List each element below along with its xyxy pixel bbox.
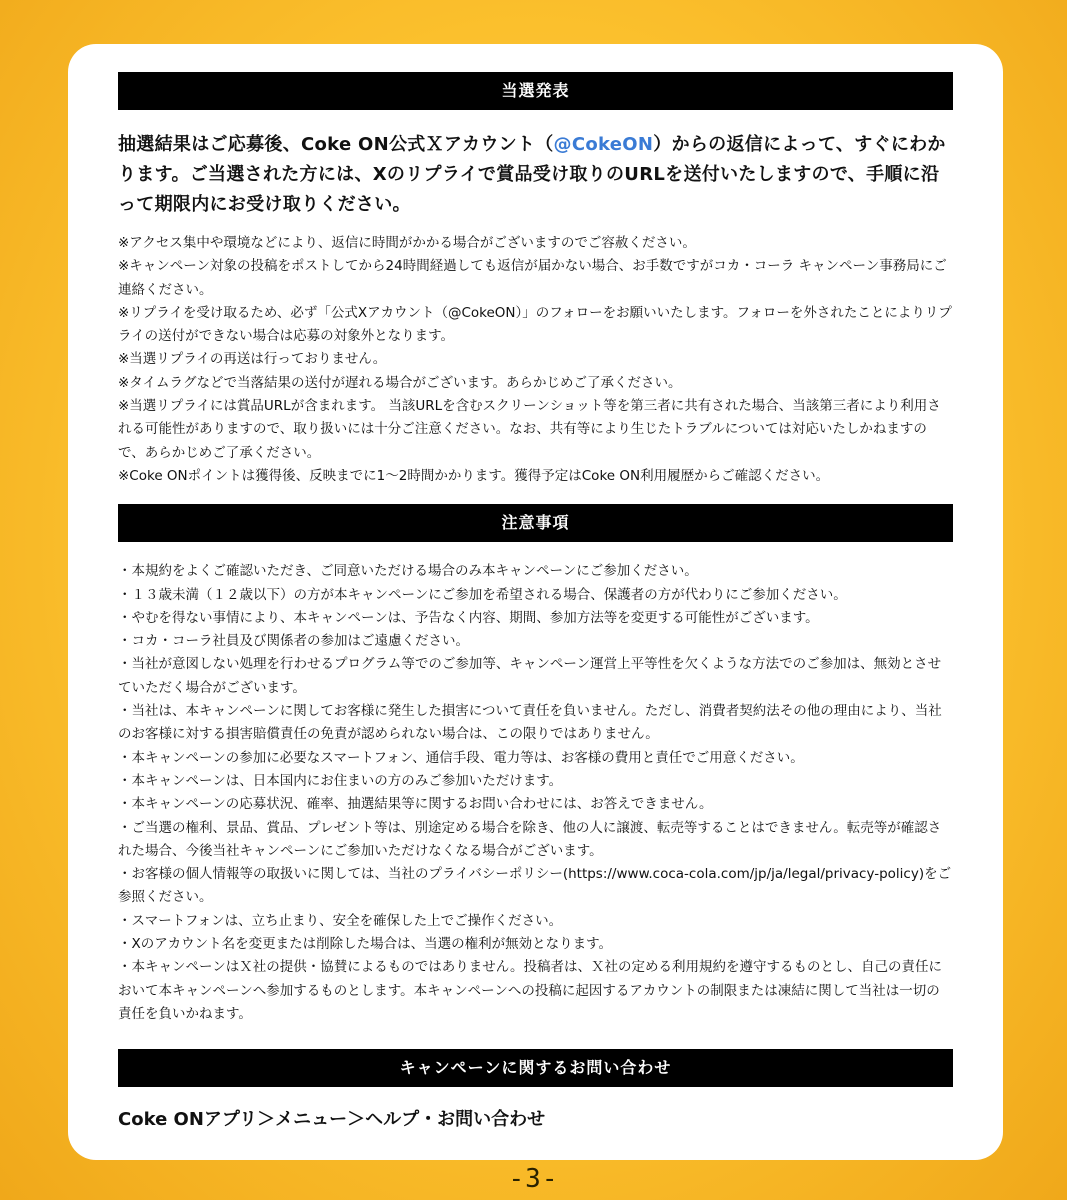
announcement-lead: [118, 130, 953, 220]
lead-text-before: 抽選結果はご応募後、Coke ON公式Ｘアカウント（: [118, 134, 554, 155]
notice-item: ・ご当選の権利、景品、賞品、プレゼント等は、別途定める場合を除き、他の人に譲渡、転売等することはできません。転売等が確認された場合、今後当社キャンペーンにご参加いただけなくなる場合がございます。: [118, 819, 942, 859]
notice-item: ・当社は、本キャンペーンに関してお客様に発生した損害について責任を負いません。ただし、消費者契約法その他の理由により、当社のお客様に対する損害賠償責任の免責が認められない場合は、この限りではありません。: [118, 703, 942, 743]
section-heading-contact: キャンペーンに関するお問い合わせ: [118, 1049, 953, 1087]
announcement-notes: [118, 232, 953, 488]
note-item: ※タイムラグなどで当落結果の送付が遅れる場合がございます。あらかじめご了承ください。: [118, 374, 682, 391]
section-heading-announcement: 当選発表: [118, 72, 953, 110]
notice-item: ・コカ・コーラ社員及び関係者の参加はご遠慮ください。: [118, 633, 469, 650]
coke-on-handle-link[interactable]: @CokeON: [553, 134, 654, 155]
notice-item: ・スマートフォンは、立ち止まり、安全を確保した上でご操作ください。: [118, 912, 563, 929]
contact-menu-path: Coke ONアプリ＞メニュー＞ヘルプ・お問い合わせ: [118, 1109, 546, 1131]
note-item: ※リプライを受け取るため、必ず「公式Xアカウント（@CokeON）」のフォローをお願いいたします。フォローを外されたことによりリプライの送付ができない場合は応募の対象外となります。: [118, 304, 952, 345]
notice-item: ・やむを得ない事情により、本キャンペーンは、予告なく内容、期間、参加方法等を変更する可能性がございます。: [118, 609, 819, 626]
notice-item: ・本キャンペーンの応募状況、確率、抽選結果等に関するお問い合わせには、お答えできません。: [118, 796, 713, 813]
notice-item: ・当社が意図しない処理を行わせるプログラム等でのご参加等、キャンペーン運営上平等性を欠くような方法でのご参加は、無効とさせていただく場合がございます。: [118, 656, 942, 696]
lead-text-after: ）からの返信によって、すぐにわかります。ご当選された方には、Xのリプライで賞品受け取りのURLを送付いたしますので、手順に沿って期限内にお受け取りください。: [118, 134, 946, 215]
content-column: [118, 72, 953, 1133]
notice-item: ・本キャンペーンの参加に必要なスマートフォン、通信手段、電力等は、お客様の費用と責任でご用意ください。: [118, 749, 804, 766]
note-item: ※当選リプライには賞品URLが含まれます。 当該URLを含むスクリーンショット等を第三者に共有された場合、当該第三者により利用される可能性がありますので、取り扱いには十分ご注意ください。なお、共有等により生じたトラブルについては対応いたしかねますので、あらかじめご了承ください。: [118, 398, 941, 461]
notice-item: ・Xのアカウント名を変更または削除した場合は、当選の権利が無効となります。: [118, 936, 613, 953]
notice-item: ・本キャンペーンは、日本国内にお住まいの方のみご参加いただけます。: [118, 772, 563, 789]
notice-item: ・本キャンペーンはＸ社の提供・協賛によるものではありません。投稿者は、Ｘ社の定める利用規約を遵守するものとし、自己の責任において本キャンペーンへ参加するものとします。本キャンペーンへの投稿に起因するアカウントの制限または凍結に関して当社は一切の責任を負いかねます。: [118, 959, 943, 1022]
note-item: ※アクセス集中や環境などにより、返信に時間がかかる場合がございますのでご容赦ください。: [118, 235, 696, 251]
note-item: ※キャンペーン対象の投稿をポストしてから24時間経過しても返信が届かない場合、お手数ですがコカ・コーラ キャンペーン事務局にご連絡ください。: [118, 258, 947, 298]
section-heading-notices: 注意事項: [118, 504, 953, 542]
note-item: ※当選リプライの再送は行っておりません。: [118, 351, 387, 368]
notice-item: ・１３歳未満（１２歳以下）の方が本キャンペーンにご参加を希望される場合、保護者の方が代わりにご参加ください。: [118, 586, 847, 603]
notices-list: [118, 560, 953, 1026]
note-item: ※Coke ONポイントは獲得後、反映までに1〜2時間かかります。獲得予定はCoke ON利用履歴からご確認ください。: [118, 467, 830, 484]
notice-item-privacy-policy: ・お客様の個人情報等の取扱いに関しては、当社のプライバシーポリシー(https://www.coca-cola.com/jp/ja/legal/privacy-policy)をご参照ください。: [118, 866, 952, 906]
notice-item: ・本規約をよくご確認いただき、ご同意いただける場合のみ本キャンペーンにご参加ください。: [118, 563, 698, 580]
content-card: [68, 44, 1003, 1160]
page-number: -3-: [508, 1164, 559, 1194]
